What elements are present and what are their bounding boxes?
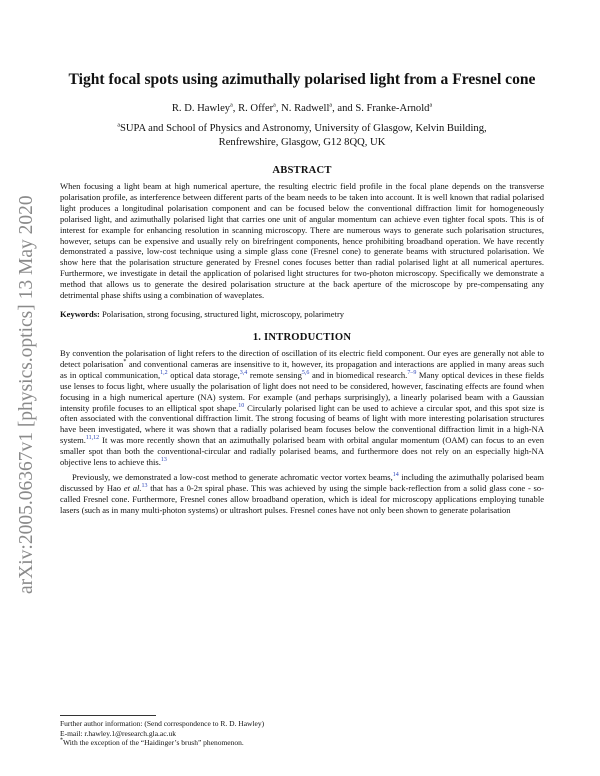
- affiliation-mark: a: [117, 122, 120, 129]
- author-list: R. D. Hawley$^a$, R. Offer$^a$, N. Radwell$^a$, and S. Franke-Arnold$^a$: [171, 102, 433, 114]
- text-run: Many optical devices in these fields use lenses to focus light, where usually the polarisation of light does not need to be considered, however, fascinating effects are found when focusing in a high numerical aperture (NA) system. For example (and perhaps surprisingly), a linearly polarised beam with a Gaussian intensity profile focuses to an elliptical spot shape.: [60, 369, 544, 413]
- text-run: Circularly polarised light can be used to achieve a circular spot, and this spot size is often associated with the conventional diffraction limit. The strong focusing of beams of light with more interesting polarisation structures have been investigated, where it was shown that a radially polarised beam focuses below the conventional diffraction limit in a high-NA system.: [60, 402, 544, 446]
- footnote-text: With the exception of the “Haidinger’s brush” phenomenon.: [63, 738, 244, 748]
- text-run: and conventional cameras are insensitive to it, however, its propagation and interactions are applied in many areas such as in optical communication,: [60, 358, 544, 380]
- author-name: R. D. Hawley: [171, 103, 231, 114]
- keywords-label: Keywords:: [60, 308, 100, 319]
- affiliation-mark: a: [329, 102, 333, 109]
- paper-title: Tight focal spots using azimuthally polarised light from a Fresnel cone: [68, 71, 536, 88]
- keywords-list: Polarisation, strong focusing, structured light, microscopy, polarimetry: [102, 308, 345, 319]
- footnote-haidinger: [60, 738, 544, 748]
- paragraph: [60, 472, 544, 516]
- section-heading: 1. INTRODUCTION: [252, 331, 352, 343]
- abstract-heading: ABSTRACT: [272, 165, 332, 176]
- text-run: remote sensing: [247, 369, 302, 380]
- text-run: and in biomedical research.: [309, 369, 408, 380]
- author-name: S. Franke-Arnold: [355, 103, 430, 114]
- keywords: [60, 309, 544, 319]
- et-al: et al.: [123, 482, 142, 493]
- section-body: [60, 348, 544, 516]
- paper-page: [60, 70, 544, 516]
- text-run: By convention the polarisation of light refers to the direction of oscillation of its electric field component. Our eyes are generally not able to detect polarisation: [60, 347, 544, 369]
- paragraph: [60, 348, 544, 468]
- footnote-author-info: Further author information: (Send correspondence to R. D. Hawley): [60, 719, 265, 728]
- text-run: Previously, we demonstrated a low-cost method to generate achromatic vector vortex beams,: [72, 471, 393, 482]
- citation-link[interactable]: 10: [238, 402, 245, 409]
- citation-link[interactable]: 7–9: [407, 369, 417, 376]
- citation-link[interactable]: 3,4: [239, 369, 248, 376]
- citation-link[interactable]: 14: [392, 472, 399, 479]
- affiliation: [60, 122, 544, 149]
- footnote-mark: *: [123, 359, 127, 366]
- affiliation-mark: a: [273, 102, 276, 109]
- text-run: It was more recently shown that an azimuthally polarised beam with orbital angular momentum (OAM) can focus to an even smaller spot than both the conventional-circular and radially polarised beams, and furthermore does not rely on an especially high-NA objective lens to achieve this.: [60, 435, 544, 468]
- affiliation-mark: a: [230, 102, 233, 109]
- abstract-text: When focusing a light beam at high numerical aperture, the resulting electric field profile in the focal plane depends on the transverse polarisation profile, as interference between different parts of the beam needs to be taken into account. It is well known that radial polarised light produces a longitudinal polarisation component and can be focused below the conventional diffraction limit for homogeneously polarised light, and azimuthally polarised light that carries one unit of angular momentum can achieve even tighter focal spots. This is of interest for example for enhancing resolution in scanning microscopy. There are numerous ways to generate such polarisation structures, however, setups can be expensive and usually rely on birefringent components, hence prohibiting broadband operation. We have recently demonstrated a passive, low-cost technique using a simple glass cone (Fresnel cone) to generate beams with structured polarisation. We show here that the polarisation structure generated by Fresnel cones focuses better than radial polarised light at all numerical apertures. Furthermore, we investigate in detail the application of polarised light structures for two-photon microscopy. Specifically we demonstrate a method that allows us to generate the desired polarisation structure at the back aperture of the microscope by pre-compensating any detrimental phase shifts using a combination of waveplates.: [60, 181, 544, 301]
- arxiv-identifier-stamp: [4, 158, 44, 598]
- text-run: that has a 0-2π spiral phase. This was achieved by using the simple back-reflection from a solid glass cone - so-called Fresnel cone. Furthermore, Fresnel cones allow broadband operation, which is ideal for microscopy applications employing tunable lasers (such as in many multi-photon systems) or ultrashort pulses. Fresnel cones have not only been shown to generate polarisation: [60, 482, 544, 515]
- affiliation-mark: a: [429, 102, 433, 109]
- citation-link[interactable]: 5,6: [301, 369, 310, 376]
- footnotes: [60, 715, 544, 748]
- arxiv-id-text: arXiv:2005.06367v1 [physics.optics] 13 May 2020: [16, 195, 37, 594]
- citation-link[interactable]: 11,12: [85, 435, 100, 442]
- citation-link[interactable]: 13: [141, 483, 148, 489]
- text-run: including the azimuthally polarised beam discussed by Hao: [60, 471, 544, 493]
- text-run: optical data storage,: [167, 369, 240, 380]
- author-name: N. Radwell: [281, 103, 330, 114]
- footnote-rule: [60, 715, 156, 716]
- author-name: R. Offer: [238, 103, 274, 114]
- footnote-mark: *: [60, 737, 63, 744]
- affiliation-line: Renfrewshire, Glasgow, G12 8QQ, UK: [218, 136, 386, 148]
- citation-link[interactable]: 1,2: [160, 369, 168, 376]
- footnote-email: E-mail: r.hawley.1@research.gla.ac.uk: [60, 728, 176, 738]
- affiliation-line: SUPA and School of Physics and Astronomy, University of Glasgow, Kelvin Building,: [120, 123, 487, 134]
- citation-link[interactable]: 13: [160, 457, 167, 464]
